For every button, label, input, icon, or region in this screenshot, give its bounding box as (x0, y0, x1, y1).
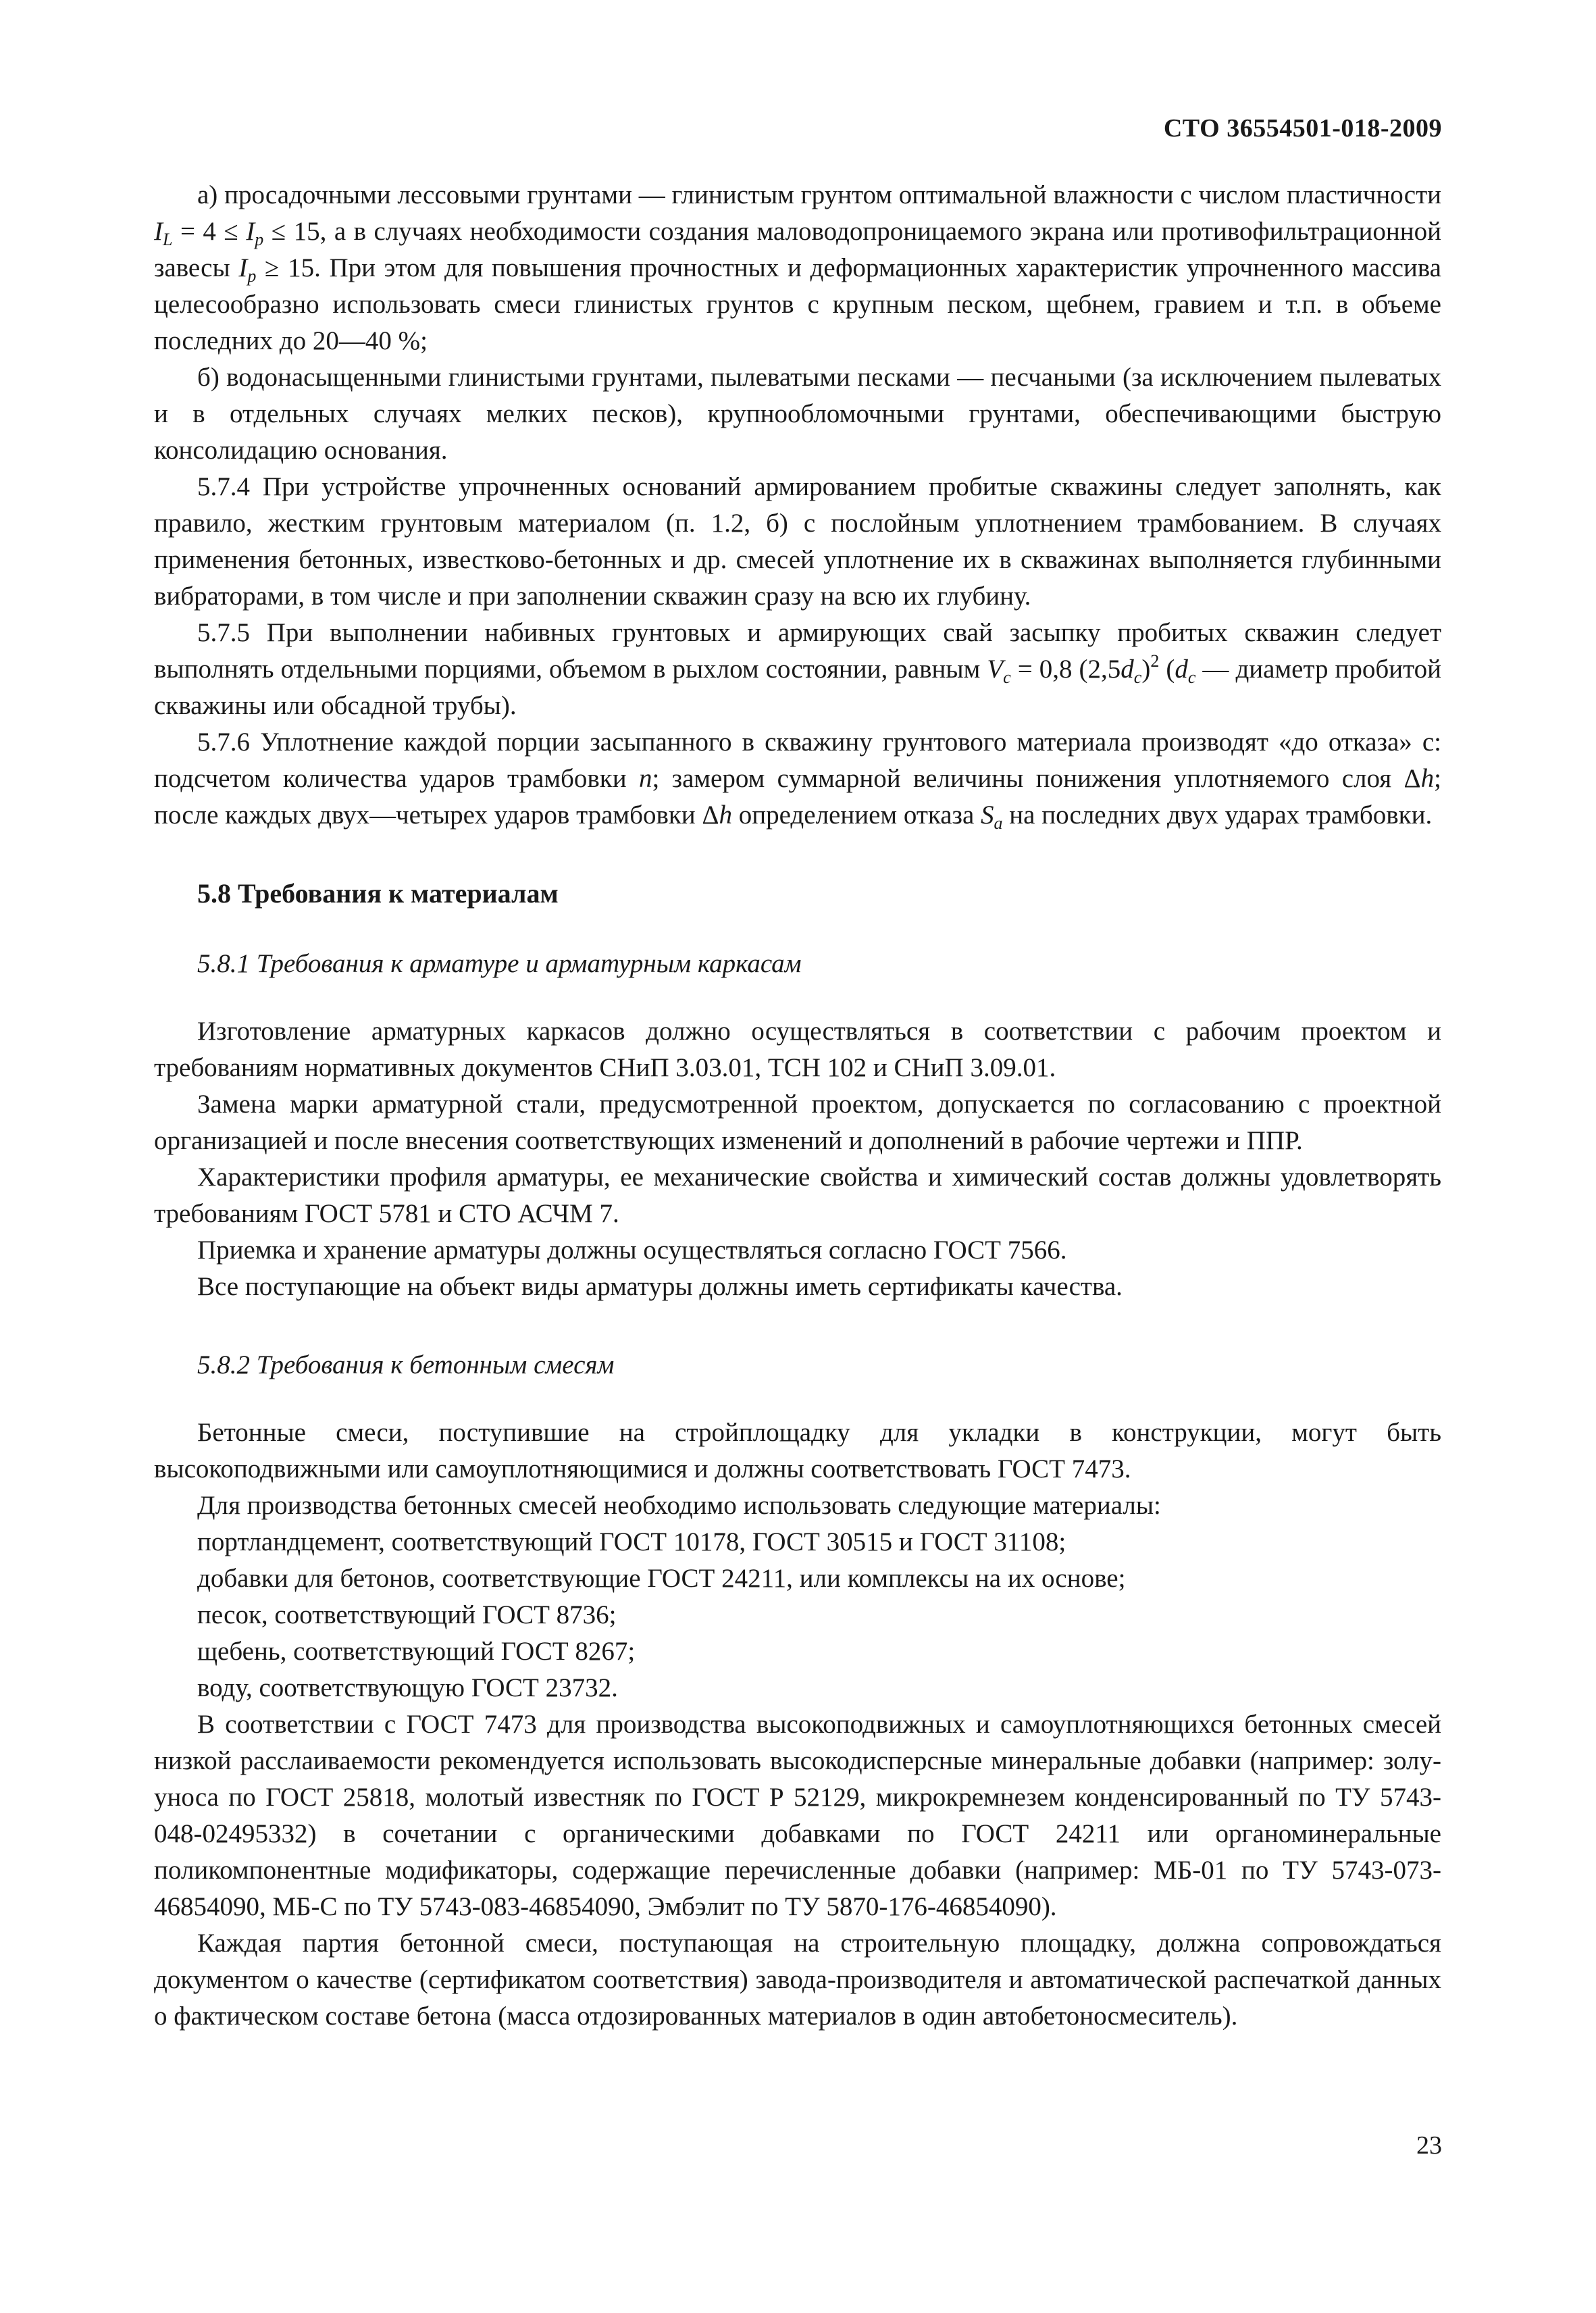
paragraph-5-8-1-1: Изготовление арматурных каркасов должно осуществляться в соответствии с рабочим проектом и требованиям нормативных документов СНиП 3.03.01, ТСН 102 и СНиП 3.09.01. (154, 1017, 1441, 1082)
paragraph-5-8-1-2: Замена марки арматурной стали, предусмотренной проектом, допускается по согласованию с проектной организацией и после внесения соответствующих изменений и дополнений в рабочие чертежи и ППР. (154, 1090, 1441, 1155)
document-body (154, 177, 1441, 2035)
symbol: h (1420, 764, 1435, 793)
paragraph-5-8-2-2: Для производства бетонных смесей необходимо использовать следующие материалы: (197, 1491, 1161, 1520)
subsection-title-5-8-2: 5.8.2 Требования к бетонным смесям (197, 1350, 615, 1379)
symbol: d (1121, 655, 1134, 684)
paragraph-a (154, 177, 1441, 359)
symbol-subscript: p (247, 266, 257, 286)
text-run: ) (1141, 655, 1151, 684)
paragraph-5-8-2-4: Каждая партия бетонной смеси, поступающая на строительную площадку, должна сопровождаться документом о качестве (сертификатом соответствия) завода-производителя и автоматической распечаткой данных о фактическом составе бетона (масса отдозированных материалов в один автобетоносмеситель). (154, 1929, 1441, 2031)
paragraph-5-8-1-5: Все поступающие на объект виды арматуры должны иметь сертификаты качества. (197, 1272, 1123, 1301)
symbol: h (719, 800, 733, 830)
material-item: воду, соответствующую ГОСТ 23732. (197, 1673, 618, 1702)
text-run: 5.7.6 Уплотнение каждой порции засыпанного в скважину грунтового материала производят «до отказа» с: подсчетом количества ударов трамбовки (154, 728, 1441, 793)
symbol-subscript: c (1133, 667, 1142, 687)
section-title-5-8: 5.8 Требования к материалам (197, 878, 559, 909)
material-item: портландцемент, соответствующий ГОСТ 10178, ГОСТ 30515 и ГОСТ 31108; (197, 1527, 1066, 1556)
paragraph-5-7-4: 5.7.4 При устройстве упрочненных оснований армированием пробитые скважины следует заполнять, как правило, жестким грунтовым материалом (п. 1.2, б) с послойным уплотнением трамбованием. В случаях применения бетонных, известково-бетонных и др. смесей уплотнение их в скважинах выполняется глубинными вибраторами, в том числе и при заполнении скважин сразу на всю их глубину. (154, 472, 1441, 611)
paragraph-5-7-6 (154, 724, 1441, 834)
text-run: ; замером суммарной величины понижения уплотняемого слоя Δ (652, 764, 1421, 793)
material-item: добавки для бетонов, соответствующие ГОСТ 24211, или комплексы на их основе; (197, 1564, 1126, 1593)
paragraph-5-7-5 (154, 615, 1441, 724)
symbol-subscript: L (163, 230, 173, 249)
material-item: щебень, соответствующий ГОСТ 8267; (197, 1637, 636, 1666)
text-run: = 4 ≤ (172, 217, 247, 246)
paragraph-b: б) водонасыщенными глинистыми грунтами, пылеватыми песками — песчаными (за исключением пылеватых и в отдельных случаях мелких песков), крупнообломочными грунтами, обеспечивающими быструю консолидацию основания. (154, 363, 1441, 465)
symbol-subscript: c (1003, 667, 1011, 687)
text-run: = 0,8 (2,5 (1010, 655, 1121, 684)
symbol-subscript: a (994, 813, 1003, 833)
paragraph-5-8-1-3: Характеристики профиля арматуры, ее механические свойства и химический состав должны удовлетворять требованиям ГОСТ 5781 и СТО АСЧМ 7. (154, 1163, 1441, 1228)
document-code: СТО 36554501-018-2009 (1163, 114, 1442, 143)
symbol-subscript: c (1187, 667, 1196, 687)
material-item: песок, соответствующий ГОСТ 8736; (197, 1600, 617, 1629)
superscript: 2 (1150, 651, 1160, 671)
symbol: S (981, 800, 994, 830)
symbol: n (638, 764, 652, 793)
text-run: на последних двух ударах трамбовки. (1002, 800, 1433, 830)
text-run: ; после каждых двух—четырех ударов трамбовки Δ (154, 764, 1441, 830)
symbol: I (238, 253, 248, 282)
symbol-subscript: p (255, 230, 264, 249)
paragraph-5-8-2-1: Бетонные смеси, поступившие на стройплощадку для укладки в конструкции, могут быть высокоподвижными или самоуплотняющимися и должны соответствовать ГОСТ 7473. (154, 1418, 1441, 1483)
text-run: определением отказа (732, 800, 981, 830)
text-run: — диаметр пробитой скважины или обсадной трубы). (154, 655, 1441, 720)
subsection-title-5-8-1: 5.8.1 Требования к арматуре и арматурным каркасам (197, 949, 802, 978)
text-run: ≥ 15. При этом для повышения прочностных и деформационных характеристик упрочненного массива целесообразно использовать смеси глинистых грунтов с крупным песком, щебнем, гравием и т.п. в объеме последних до 20—40 %; (154, 253, 1441, 355)
paragraph-5-8-2-3: В соответствии с ГОСТ 7473 для производства высокоподвижных и самоуплотняющихся бетонных смесей низкой расслаиваемости рекомендуется использовать высокодисперсные минеральные добавки (например: золу-уноса по ГОСТ 25818, молотый известняк по ГОСТ Р 52129, микрокремнезем конденсированный по ТУ 5743-048-02495332) в сочетании с органическими добавками по ГОСТ 24211 или органоминеральные поликомпонентные модификаторы, содержащие перечисленные добавки (например: МБ-01 по ТУ 5743-073-46854090, МБ-С по ТУ 5743-083-46854090, Эмбэлит по ТУ 5870-176-46854090). (154, 1710, 1441, 1921)
symbol: V (987, 655, 1004, 684)
symbol: I (246, 217, 255, 246)
symbol: I (154, 217, 163, 246)
text-run: ≤ 15, а в случаях необходимости создания маловодопроницаемого экрана или противофильтрационной завесы (154, 217, 1441, 282)
text-run: 5.7.5 При выполнении набивных грунтовых и армирующих свай засыпку пробитых скважин следует выполнять отдельными порциями, объемом в рыхлом состоянии, равным (154, 618, 1441, 684)
text-run: ( (1159, 655, 1175, 684)
page-number: 23 (1416, 2131, 1442, 2160)
text-run: а) просадочными лессовыми грунтами — глинистым грунтом оптимальной влажности с числом пластичности (197, 180, 1441, 209)
paragraph-5-8-1-4: Приемка и хранение арматуры должны осуществляться согласно ГОСТ 7566. (197, 1236, 1067, 1265)
symbol: d (1175, 655, 1188, 684)
